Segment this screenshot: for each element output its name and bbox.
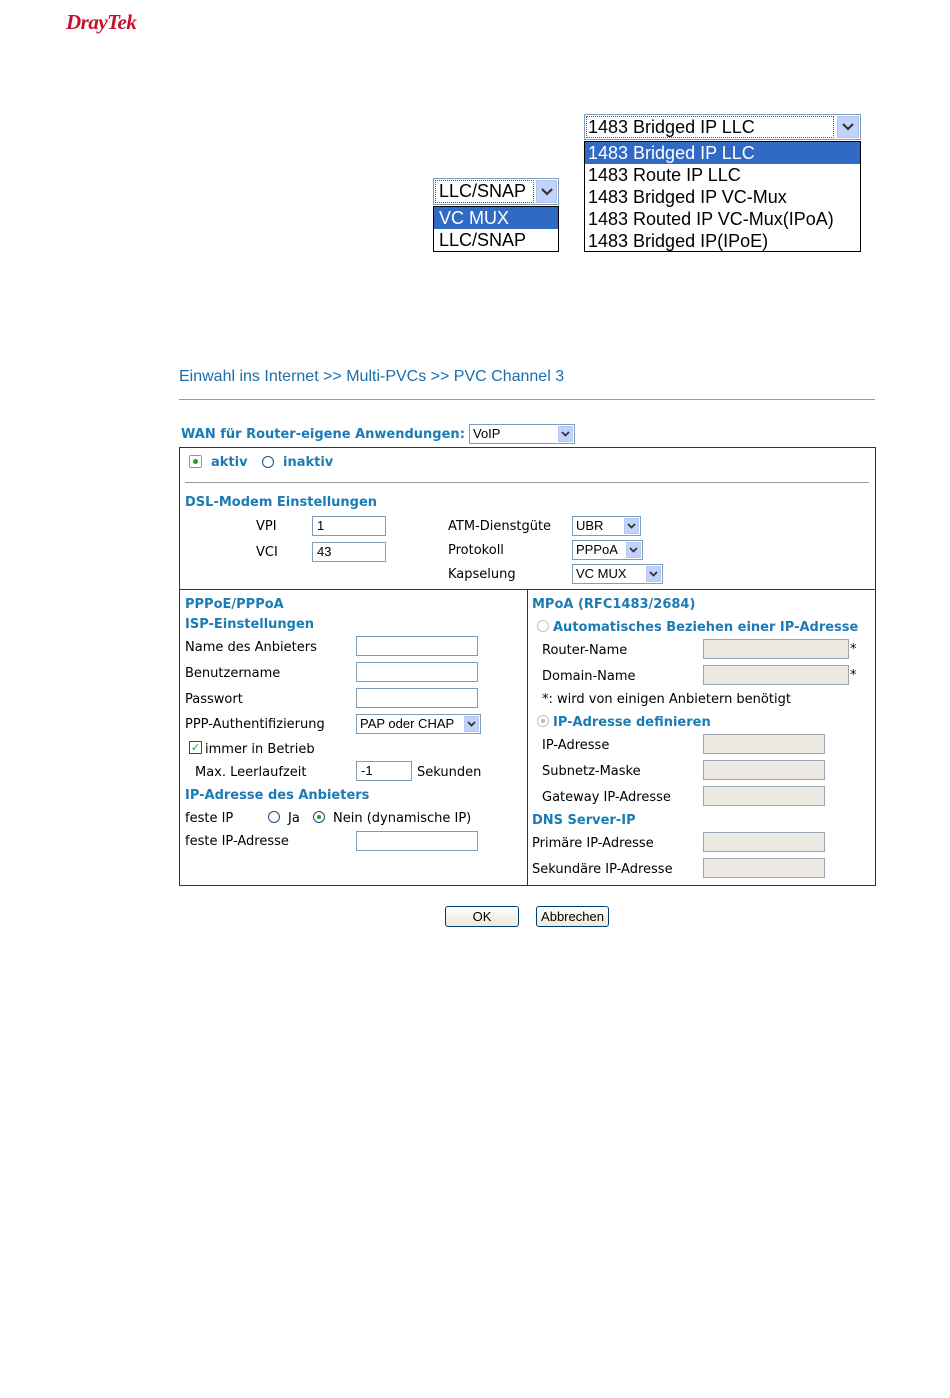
- mux-dropdown-illustration: [433, 178, 559, 252]
- username-label: Benutzername: [185, 666, 281, 681]
- option-item[interactable]: LLC/SNAP: [439, 230, 527, 250]
- mux-select[interactable]: [433, 178, 559, 205]
- mux-options-list: [433, 206, 559, 252]
- idle-time-unit: Sekunden: [417, 765, 482, 780]
- required-note: *: wird von einigen Anbietern benötigt: [542, 692, 791, 707]
- password-input[interactable]: [356, 688, 478, 708]
- encapsulation-type-select[interactable]: [572, 564, 663, 584]
- atm-qos-value: UBR: [576, 518, 604, 533]
- fixed-ip-yes-radio[interactable]: [268, 811, 280, 823]
- isp-heading: ISP-Einstellungen: [185, 617, 315, 632]
- draytek-logo: DrayTek: [66, 10, 137, 34]
- fixed-ip-address-input[interactable]: [356, 831, 478, 851]
- ok-button[interactable]: OK: [445, 906, 519, 927]
- primary-dns-input[interactable]: [703, 832, 825, 852]
- cancel-button[interactable]: Abbrechen: [536, 906, 609, 927]
- chevron-down-icon: [624, 518, 639, 534]
- gateway-label: Gateway IP-Adresse: [542, 790, 671, 805]
- chevron-down-icon: [626, 542, 641, 558]
- chevron-down-icon: [646, 566, 661, 582]
- domain-name-input[interactable]: [703, 665, 849, 685]
- subnet-mask-input[interactable]: [703, 760, 825, 780]
- always-on-label: immer in Betrieb: [205, 742, 315, 757]
- encapsulation-dropdown-illustration: [584, 114, 861, 252]
- ip-address-label: IP-Adresse: [542, 738, 610, 753]
- option-item[interactable]: 1483 Bridged IP LLC: [585, 142, 860, 164]
- fixed-ip-label: feste IP: [185, 811, 234, 826]
- secondary-dns-input[interactable]: [703, 858, 825, 878]
- fixed-ip-yes-label: Ja: [288, 811, 300, 826]
- wan-app-select[interactable]: [469, 424, 575, 444]
- mux-selected-value: LLC/SNAP: [439, 181, 527, 201]
- aktiv-radio[interactable]: [189, 455, 202, 468]
- encapsulation-type-value: VC MUX: [576, 566, 627, 581]
- subnet-mask-label: Subnetz-Maske: [542, 764, 641, 779]
- encapsulation-select[interactable]: [584, 114, 861, 140]
- router-name-input[interactable]: [703, 639, 849, 659]
- protocol-value: PPPoA: [576, 542, 618, 557]
- aktiv-label: aktiv: [211, 455, 248, 470]
- auto-ip-label: Automatisches Beziehen einer IP-Adresse: [553, 620, 859, 635]
- chevron-down-icon: [558, 426, 573, 442]
- encapsulation-label: Kapselung: [448, 567, 516, 582]
- fixed-ip-address-label: feste IP-Adresse: [185, 834, 289, 849]
- primary-dns-label: Primäre IP-Adresse: [532, 836, 654, 851]
- dsl-heading: DSL-Modem Einstellungen: [185, 495, 378, 510]
- protocol-label: Protokoll: [448, 543, 504, 558]
- gateway-input[interactable]: [703, 786, 825, 806]
- router-name-asterisk: *: [850, 642, 857, 657]
- dns-heading: DNS Server-IP: [532, 813, 636, 828]
- password-label: Passwort: [185, 692, 243, 707]
- router-name-label: Router-Name: [542, 643, 628, 658]
- inaktiv-label: inaktiv: [283, 455, 334, 470]
- provider-input[interactable]: [356, 636, 478, 656]
- chevron-down-icon[interactable]: [837, 116, 859, 138]
- protocol-select[interactable]: [572, 540, 643, 560]
- mpoa-heading: MPoA (RFC1483/2684): [532, 597, 696, 612]
- vci-label: VCI: [256, 545, 278, 560]
- option-item[interactable]: 1483 Routed IP VC-Mux(IPoA): [588, 209, 834, 229]
- option-item[interactable]: 1483 Bridged IP(IPoE): [588, 231, 769, 251]
- idle-time-label: Max. Leerlaufzeit: [195, 765, 307, 780]
- vpi-label: VPI: [256, 519, 277, 534]
- provider-ip-heading: IP-Adresse des Anbieters: [185, 788, 370, 803]
- chevron-down-icon[interactable]: [536, 180, 557, 203]
- option-item[interactable]: 1483 Bridged IP VC-Mux: [588, 187, 787, 207]
- domain-name-asterisk: *: [850, 668, 857, 683]
- encapsulation-options-list: [584, 141, 861, 252]
- define-ip-label: IP-Adresse definieren: [553, 715, 711, 730]
- vci-input[interactable]: 43: [312, 542, 386, 562]
- encapsulation-selected-value: 1483 Bridged IP LLC: [588, 117, 755, 137]
- idle-time-input[interactable]: -1: [356, 761, 412, 781]
- provider-label: Name des Anbieters: [185, 640, 317, 655]
- username-input[interactable]: [356, 662, 478, 682]
- wan-app-label: WAN für Router-eigene Anwendungen:: [181, 427, 465, 442]
- secondary-dns-label: Sekundäre IP-Adresse: [532, 862, 673, 877]
- define-ip-radio[interactable]: [537, 715, 549, 727]
- ppp-auth-value: PAP oder CHAP: [360, 716, 455, 731]
- vpi-input[interactable]: 1: [312, 516, 386, 536]
- pppoe-heading: PPPoE/PPPoA: [185, 597, 284, 612]
- domain-name-label: Domain-Name: [542, 669, 636, 684]
- fixed-ip-no-radio[interactable]: [313, 811, 325, 823]
- wan-app-value: VoIP: [473, 426, 501, 441]
- auto-ip-radio[interactable]: [537, 620, 549, 632]
- atm-qos-label: ATM-Dienstgüte: [448, 519, 552, 534]
- option-item[interactable]: VC MUX: [434, 207, 558, 229]
- radio-dot-icon: [193, 459, 198, 464]
- atm-qos-select[interactable]: [572, 516, 641, 536]
- ppp-auth-select[interactable]: [356, 714, 481, 734]
- chevron-down-icon: [464, 716, 479, 732]
- fixed-ip-no-label: Nein (dynamische IP): [333, 811, 472, 826]
- ip-address-input[interactable]: [703, 734, 825, 754]
- breadcrumb: Einwahl ins Internet >> Multi-PVCs >> PVC Channel 3: [179, 368, 565, 385]
- status-divider: [185, 482, 869, 483]
- inaktiv-radio[interactable]: [262, 456, 274, 468]
- option-item[interactable]: 1483 Route IP LLC: [588, 165, 741, 185]
- title-divider: [179, 399, 875, 400]
- always-on-checkbox[interactable]: ✓: [190, 741, 201, 754]
- ppp-auth-label: PPP-Authentifizierung: [185, 717, 325, 732]
